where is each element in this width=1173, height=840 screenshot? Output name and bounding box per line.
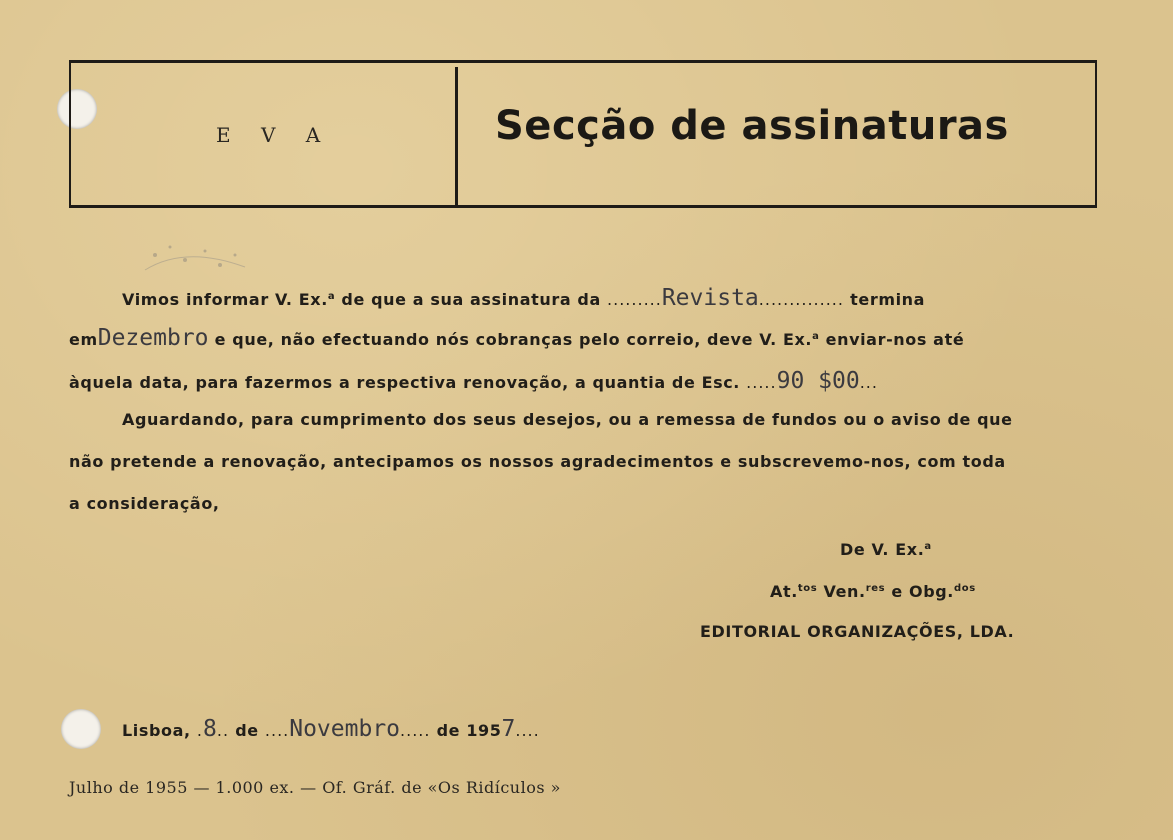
- body-para2-line3: a consideração,: [69, 494, 220, 513]
- page-title: Secção de assinaturas: [495, 103, 1009, 149]
- body-line-3: àquela data, para fazermos a respectiva renovação, a quantia de Esc. .....90 $00...: [69, 368, 878, 394]
- header-box: [69, 60, 1097, 208]
- body-line-2: emDezembro e que, não efectuando nós cobranças pelo correio, deve V. Ex.$^a$ enviar-nos até: [69, 325, 965, 351]
- punch-hole-bottom: [61, 709, 101, 749]
- amount: 90 $00: [776, 368, 860, 394]
- signature-greeting: De V. Ex.$^a$: [840, 540, 932, 559]
- body-line-1: Vimos informar V. Ex.$^a$ de que a sua assinatura da .........Revista.............. termina: [122, 285, 926, 311]
- faded-stamp-mark: [115, 225, 265, 285]
- body-para2-line1: Aguardando, para cumprimento dos seus desejos, ou a remessa de fundos ou o aviso de que: [122, 410, 1013, 429]
- header-divider: [455, 67, 458, 205]
- end-month: Dezembro: [97, 325, 209, 351]
- company-name: EDITORIAL ORGANIZAÇÕES, LDA.: [700, 622, 1015, 641]
- date-year-digit: 7: [501, 716, 516, 742]
- date-day: 8: [203, 716, 217, 742]
- brand-name: E V A: [216, 123, 333, 147]
- date-month: Novembro: [289, 716, 401, 742]
- imprint-line: Julho de 1955 — 1.000 ex. — Of. Gráf. de «Os Ridículos »: [69, 778, 561, 797]
- body-para2-line2: não pretende a renovação, antecipamos os nossos agradecimentos e subscrevemo-nos, com toda: [69, 452, 1006, 471]
- signature-closing: At.$^{tos}$ Ven.$^{res}$ e Obg.$^{dos}$: [770, 582, 976, 601]
- publication-name: Revista: [661, 285, 759, 311]
- date-line: Lisboa, .8.. de ....Novembro..... de 1957....: [122, 716, 540, 742]
